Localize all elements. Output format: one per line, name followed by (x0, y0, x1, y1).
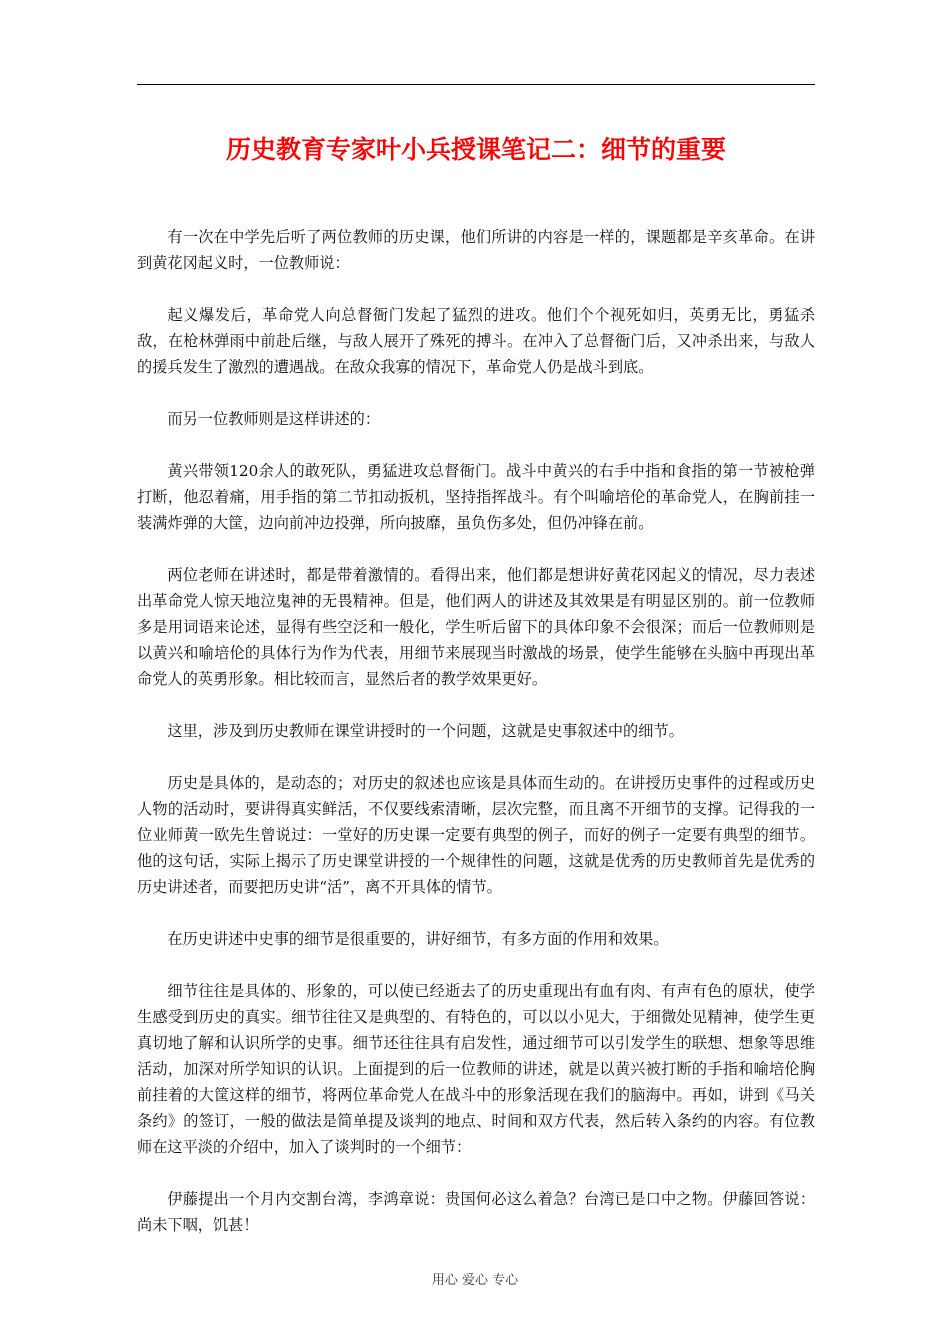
paragraph: 历史是具体的，是动态的；对历史的叙述也应该是具体而生动的。在讲授历史事件的过程或历史人物的活动时，要讲得真实鲜活，不仅要线索清晰，层次完整，而且离不开细节的支撑。记得我的一位业师黄一欧先生曾说过：一堂好的历史课一定要有典型的例子，而好的例子一定要有典型的细节。他的这句话，实际上揭示了历史课堂讲授的一个规律性的问题，这就是优秀的历史教师首先是优秀的历史讲述者，而要把历史讲“活”，离不开具体的情节。 (137, 774, 815, 896)
page-footer: 用心 爱心 专心 (431, 1273, 519, 1288)
paragraph: 伊藤提出一个月内交割台湾，李鸿章说：贵国何必这么着急？台湾已是口中之物。伊藤回答说：尚未下咽，饥甚！ (137, 1190, 815, 1234)
paragraph: 细节往往是具体的、形象的，可以使已经逝去了的历史重现出有血有肉、有声有色的原状，使学生感受到历史的真实。细节往往又是典型的、有特色的，可以以小见大，于细微处见精神，使学生更真切地了解和认识所学的史事。细节还往往具有启发性，通过细节可以引发学生的联想、想象等思维活动，加深对所学知识的认识。上面提到的后一位教师的讲述，就是以黄兴被打断的手指和喻培伦胸前挂着的大筐这样的细节，将两位革命党人在战斗中的形象活现在我们的脑海中。再如，讲到《马关条约》的签订，一般的做法是简单提及谈判的地点、时间和双方代表，然后转入条约的内容。有位教师在这平淡的介绍中，加入了谈判时的一个细节： (137, 982, 815, 1156)
paragraph: 黄兴带领120余人的敢死队，勇猛进攻总督衙门。战斗中黄兴的右手中指和食指的第一节被枪弹打断，他忍着痛，用手指的第二节扣动扳机，坚持指挥战斗。有个叫喻培伦的革命党人，在胸前挂一装满炸弹的大筐，边向前冲边投弹，所向披靡，虽负伤多处，但仍冲锋在前。 (137, 462, 815, 532)
paragraph: 而另一位教师则是这样讲述的： (167, 410, 381, 428)
document-title: 历史教育专家叶小兵授课笔记二：细节的重要 (225, 135, 726, 164)
paragraph: 两位老师在讲述时，都是带着激情的。看得出来，他们都是想讲好黄花冈起义的情况，尽力表述出革命党人惊天地泣鬼神的无畏精神。但是，他们两人的讲述及其效果是有明显区别的。前一位教师多是用词语来论述，显得有些空泛和一般化，学生听后留下的具体印象不会很深；而后一位教师则是以黄兴和喻培伦的具体行为作为代表，用细节来展现当时激战的场景，使学生能够在头脑中再现出革命党人的英勇形象。相比较而言，显然后者的教学效果更好。 (137, 566, 815, 688)
header-rule (137, 84, 815, 85)
paragraph: 有一次在中学先后听了两位教师的历史课，他们所讲的内容是一样的，课题都是辛亥革命。在讲到黄花冈起义时，一位教师说： (137, 228, 815, 272)
document-body (137, 224, 815, 1264)
paragraph: 在历史讲述中史事的细节是很重要的，讲好细节，有多方面的作用和效果。 (167, 930, 669, 948)
paragraph: 起义爆发后，革命党人向总督衙门发起了猛烈的进攻。他们个个视死如归，英勇无比，勇猛杀敌，在枪林弹雨中前赴后继，与敌人展开了殊死的搏斗。在冲入了总督衙门后，又冲杀出来，与敌人的援兵发生了激烈的遭遇战。在敌众我寡的情况下，革命党人仍是战斗到底。 (137, 306, 815, 376)
paragraph: 这里，涉及到历史教师在课堂讲授时的一个问题，这就是史事叙述中的细节。 (167, 722, 684, 740)
